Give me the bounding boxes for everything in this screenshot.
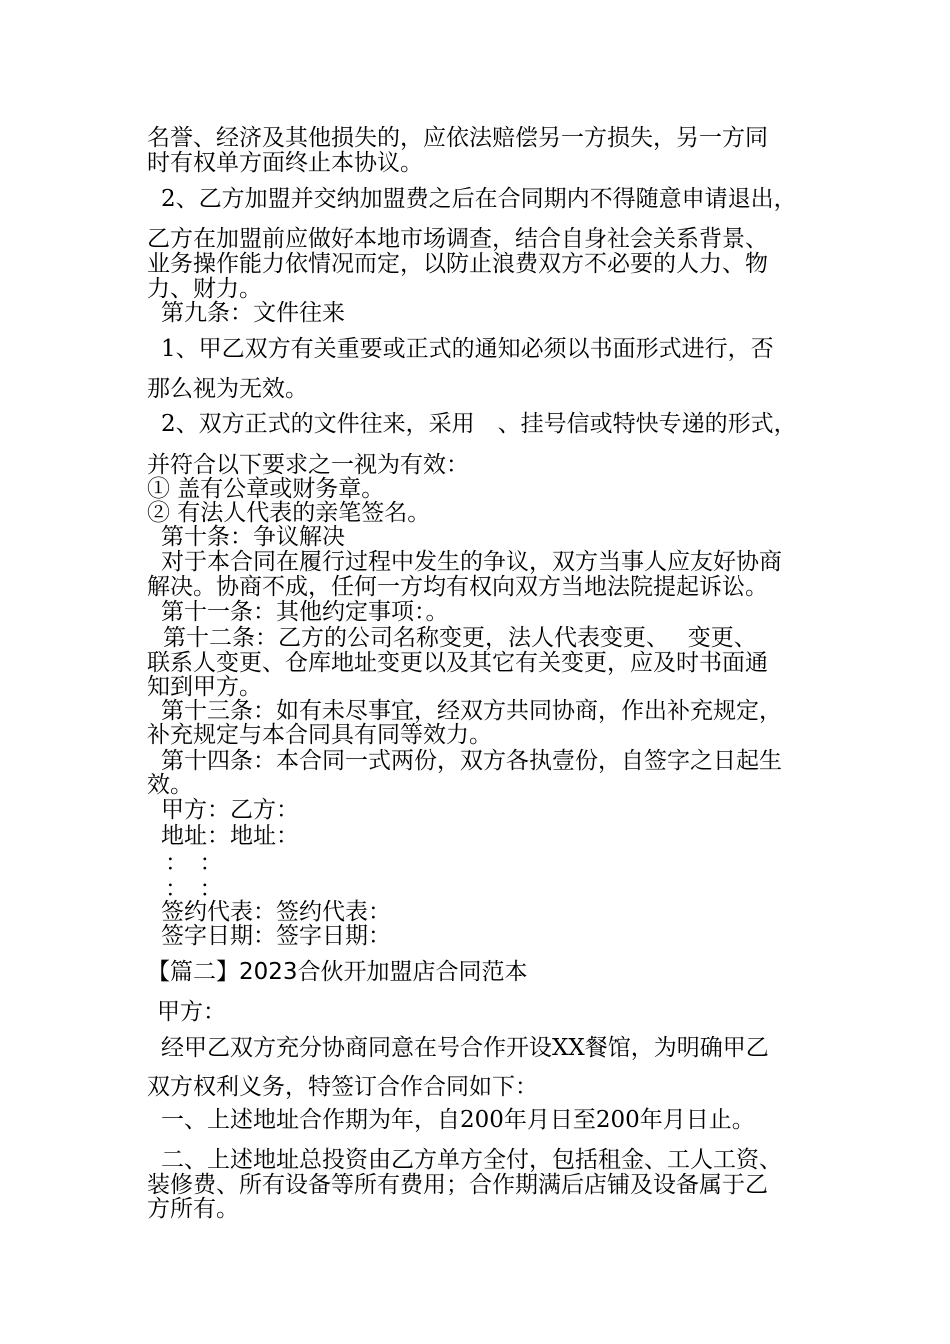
section-heading: 第十条：争议解决 xyxy=(161,524,345,550)
text-line: 解决。协商不成，任何一方均有权向双方当地法院提起诉讼。 xyxy=(147,574,768,600)
text-line: 并符合以下要求之一视为有效： xyxy=(147,452,469,478)
section-heading: 第十四条：本合同一式两份，双方各执壹份，自签字之日起生 xyxy=(161,748,782,774)
signature-party-line: 甲方：乙方： xyxy=(161,797,299,823)
signature-address-line: 地址：地址： xyxy=(161,823,299,849)
text-line: 补充规定与本合同具有同等效力。 xyxy=(147,722,492,748)
signature-blank-line: ： ： xyxy=(165,850,223,876)
text-line: 二、上述地址总投资由乙方单方全付，包括租金、工人工资、 xyxy=(161,1147,782,1173)
signature-representative-line: 签约代表：签约代表： xyxy=(161,899,391,925)
signature-blank-line: ： ： xyxy=(165,876,223,902)
section-title: 【篇二】2023合伙开加盟店合同范本 xyxy=(147,959,528,985)
text-line: 1、甲乙双方有关重要或正式的通知必须以书面形式进行，否 xyxy=(161,336,774,362)
party-a-line: 甲方： xyxy=(157,999,226,1025)
section-heading: 第十一条：其他约定事项：。 xyxy=(161,599,449,625)
signature-date-line: 签字日期：签字日期： xyxy=(161,923,391,949)
text-line: 对于本合同在履行过程中发生的争议，双方当事人应友好协商 xyxy=(161,549,782,575)
section-heading: 第十二条：乙方的公司名称变更，法人代表变更、 变更、 xyxy=(163,625,757,651)
text-line: 业务操作能力依情况而定，以防止浪费双方不必要的人力、物 xyxy=(147,251,768,277)
text-line: 2、双方正式的文件往来，采用 、挂号信或特快专递的形式， xyxy=(161,411,797,437)
text-line: 双方权利义务，特签订合作合同如下： xyxy=(147,1074,538,1100)
section-heading: 第九条：文件往来 xyxy=(161,300,345,326)
text-line: 方所有。 xyxy=(147,1196,239,1222)
list-item: ① 盖有公章或财务章。 xyxy=(147,476,385,502)
text-line: 名誉、经济及其他损失的，应依法赔偿另一方损失，另一方同 xyxy=(147,125,768,151)
text-line: 力、财力。 xyxy=(147,276,262,302)
list-item: ② 有法人代表的亲笔签名。 xyxy=(147,500,431,526)
text-line: 知到甲方。 xyxy=(147,674,262,700)
text-line: 联系人变更、仓库地址变更以及其它有关变更，应及时书面通 xyxy=(147,650,768,676)
section-heading: 第十三条：如有未尽事宜，经双方共同协商，作出补充规定， xyxy=(161,698,782,724)
text-line: 装修费、所有设备等所有费用；合作期满后店铺及设备属于乙 xyxy=(147,1172,768,1198)
text-line: 2、乙方加盟并交纳加盟费之后在合同期内不得随意申请退出， xyxy=(161,186,797,212)
text-line: 那么视为无效。 xyxy=(147,376,308,402)
text-line: 一、上述地址合作期为年，自200年月日至200年月日止。 xyxy=(161,1107,755,1133)
text-line: 乙方在加盟前应做好本地市场调查，结合自身社会关系背景、 xyxy=(147,226,768,252)
text-line: 经甲乙双方充分协商同意在号合作开设XX餐馆，为明确甲乙 xyxy=(161,1035,769,1061)
text-line: 效。 xyxy=(147,772,193,798)
text-line: 时有权单方面终止本协议。 xyxy=(147,150,423,176)
